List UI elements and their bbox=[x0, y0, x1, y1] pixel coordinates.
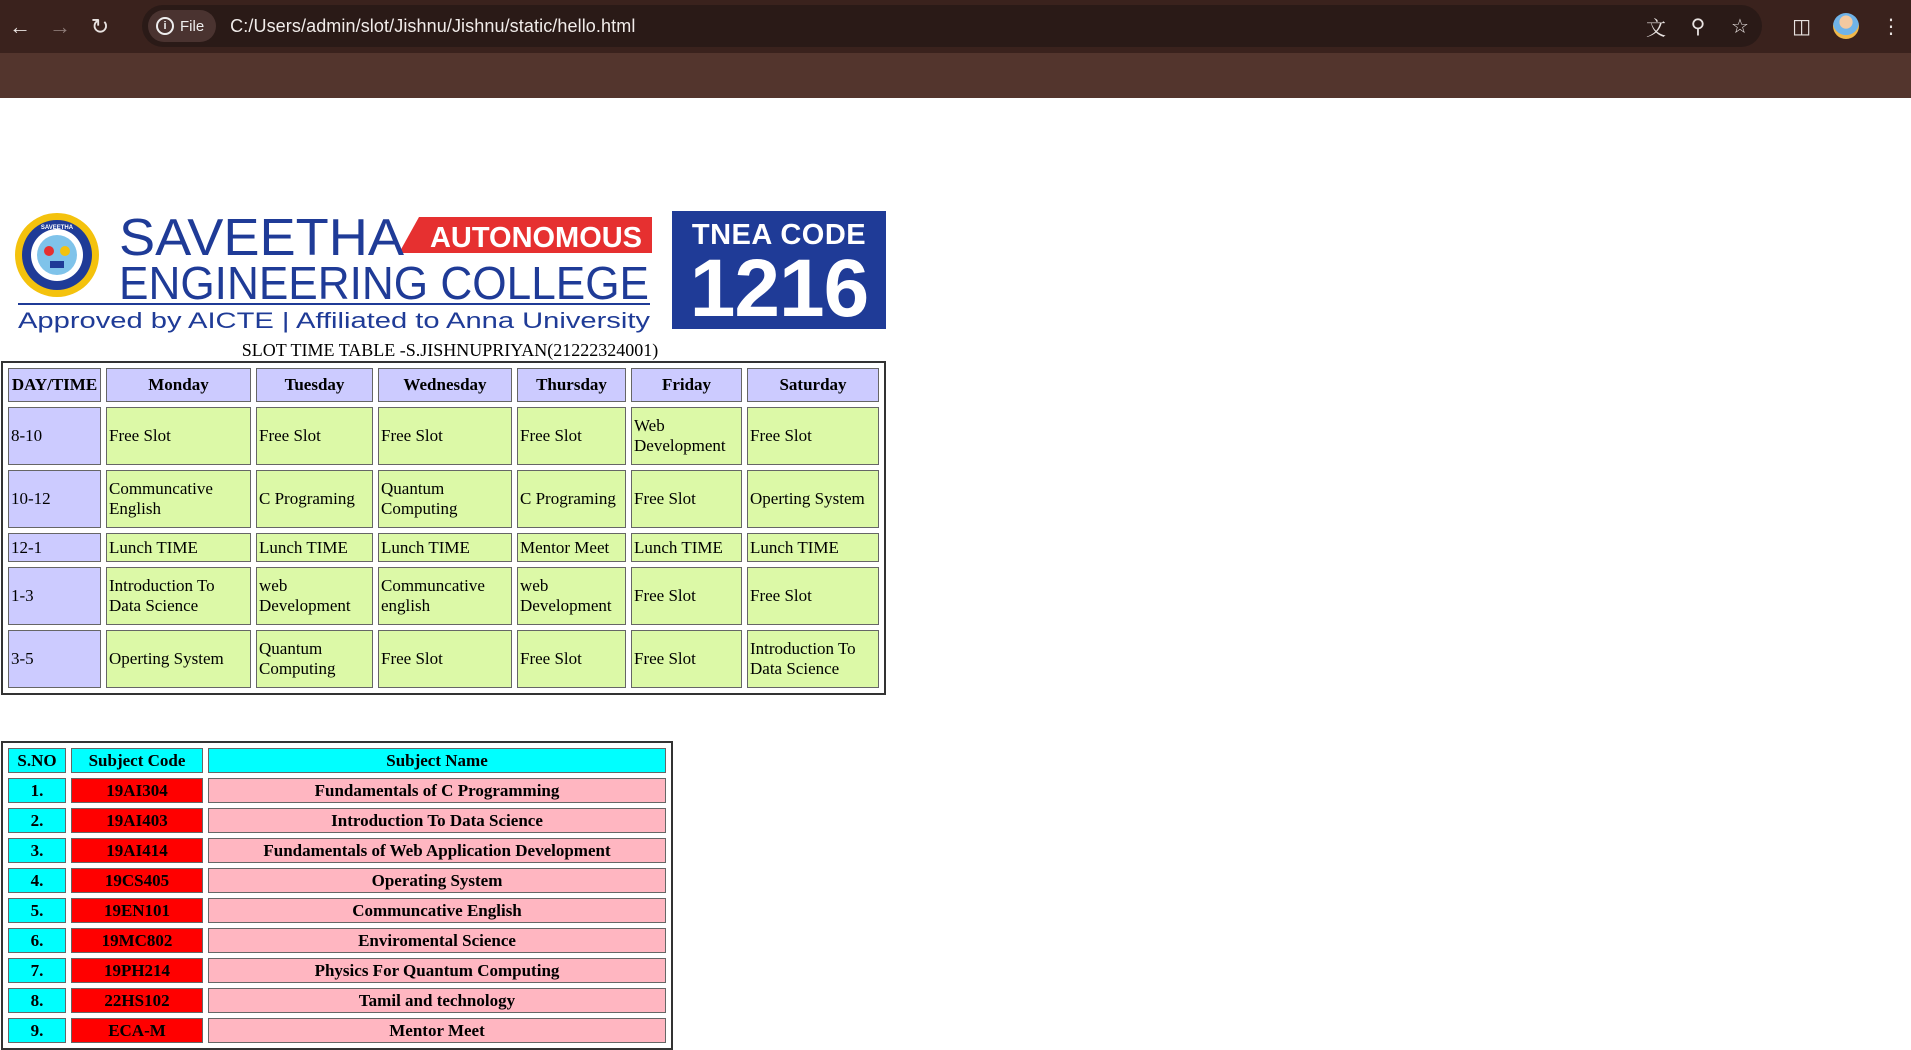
subject-name-cell: Tamil and technology bbox=[208, 988, 666, 1013]
header-sno: S.NO bbox=[8, 748, 66, 773]
time-cell: 8-10 bbox=[8, 407, 101, 465]
seal-text: SAVEETHA bbox=[40, 225, 74, 231]
college-tagline: Approved by AICTE | Affiliated to Anna University bbox=[18, 308, 650, 333]
table-row bbox=[8, 958, 666, 983]
bookmarks-bar bbox=[0, 53, 1911, 98]
slot-cell: Free Slot bbox=[747, 567, 879, 625]
table-row bbox=[8, 1018, 666, 1043]
slot-cell: Lunch TIME bbox=[747, 533, 879, 562]
slot-cell: Quantum Computing bbox=[378, 470, 512, 528]
slot-cell: Lunch TIME bbox=[378, 533, 512, 562]
slot-cell: Introduction To Data Science bbox=[106, 567, 251, 625]
sno-cell: 5. bbox=[8, 898, 66, 923]
slot-cell: Lunch TIME bbox=[631, 533, 742, 562]
subject-name-cell: Fundamentals of C Programming bbox=[208, 778, 666, 803]
slot-cell: Lunch TIME bbox=[106, 533, 251, 562]
slot-timetable bbox=[1, 361, 886, 695]
timetable-caption: SLOT TIME TABLE -S.JISHNUPRIYAN(21222324001) bbox=[241, 340, 659, 360]
slot-cell: Quantum Computing bbox=[256, 630, 373, 688]
subject-code-cell: 19CS405 bbox=[71, 868, 203, 893]
subject-code-cell: 19EN101 bbox=[71, 898, 203, 923]
sno-cell: 7. bbox=[8, 958, 66, 983]
slot-cell: Free Slot bbox=[517, 630, 626, 688]
time-cell: 12-1 bbox=[8, 533, 101, 562]
slot-cell: Introduction To Data Science bbox=[747, 630, 879, 688]
side-panel-icon[interactable]: ◫ bbox=[1792, 15, 1811, 38]
browser-toolbar bbox=[0, 0, 1911, 53]
college-name-line2: ENGINEERING COLLEGE bbox=[119, 257, 649, 309]
back-icon[interactable]: ← bbox=[9, 13, 31, 39]
slot-cell: Free Slot bbox=[106, 407, 251, 465]
slot-cell: Free Slot bbox=[747, 407, 879, 465]
header-subject-code: Subject Code bbox=[71, 748, 203, 773]
forward-icon[interactable]: → bbox=[49, 13, 71, 39]
address-bar[interactable] bbox=[142, 5, 1762, 47]
subject-code-cell: 19AI403 bbox=[71, 808, 203, 833]
table-row bbox=[8, 868, 666, 893]
autonomous-badge: AUTONOMOUS bbox=[430, 222, 642, 254]
slot-cell: web Development bbox=[256, 567, 373, 625]
subject-name-cell: Physics For Quantum Computing bbox=[208, 958, 666, 983]
table-row bbox=[8, 630, 879, 688]
slot-cell: Free Slot bbox=[256, 407, 373, 465]
header-friday: Friday bbox=[631, 368, 742, 402]
subject-code-cell: 19AI304 bbox=[71, 778, 203, 803]
subject-code-cell: 19PH214 bbox=[71, 958, 203, 983]
site-info-chip[interactable] bbox=[148, 10, 216, 42]
header-subject-name: Subject Name bbox=[208, 748, 666, 773]
url-text[interactable]: C:/Users/admin/slot/Jishnu/Jishnu/static/hello.html bbox=[230, 15, 636, 36]
slot-cell: Free Slot bbox=[517, 407, 626, 465]
table-row bbox=[8, 928, 666, 953]
header-logos bbox=[14, 211, 886, 335]
menu-icon[interactable]: ⋮ bbox=[1881, 15, 1901, 38]
table-row bbox=[8, 838, 666, 863]
table-row bbox=[8, 778, 666, 803]
table-row bbox=[8, 470, 879, 528]
slot-cell: Free Slot bbox=[631, 470, 742, 528]
slot-cell: C Programing bbox=[256, 470, 373, 528]
sno-cell: 4. bbox=[8, 868, 66, 893]
time-cell: 1-3 bbox=[8, 567, 101, 625]
slot-cell: Mentor Meet bbox=[517, 533, 626, 562]
subject-name-cell: Operating System bbox=[208, 868, 666, 893]
tnea-code-badge bbox=[672, 211, 886, 334]
slot-cell: Free Slot bbox=[631, 630, 742, 688]
slot-cell: C Programing bbox=[517, 470, 626, 528]
header-thursday: Thursday bbox=[517, 368, 626, 402]
table-row bbox=[8, 567, 879, 625]
profile-avatar[interactable] bbox=[1833, 13, 1859, 39]
sno-cell: 8. bbox=[8, 988, 66, 1013]
sno-cell: 6. bbox=[8, 928, 66, 953]
sno-cell: 1. bbox=[8, 778, 66, 803]
tnea-code: 1216 bbox=[689, 243, 869, 334]
header-daytime: DAY/TIME bbox=[8, 368, 101, 402]
header-tuesday: Tuesday bbox=[256, 368, 373, 402]
reload-icon[interactable]: ↻ bbox=[90, 13, 110, 39]
slot-cell: Operting System bbox=[747, 470, 879, 528]
sno-cell: 3. bbox=[8, 838, 66, 863]
slot-cell: Web Development bbox=[631, 407, 742, 465]
subject-name-cell: Fundamentals of Web Application Development bbox=[208, 838, 666, 863]
slot-cell: web Development bbox=[517, 567, 626, 625]
bookmark-star-icon[interactable]: ☆ bbox=[1731, 15, 1749, 38]
omnibox-actions bbox=[1644, 5, 1752, 47]
translate-icon[interactable]: 文 bbox=[1646, 17, 1666, 40]
subject-code-cell: 22HS102 bbox=[71, 988, 203, 1013]
subject-table bbox=[1, 741, 673, 1050]
info-icon: i bbox=[156, 17, 174, 35]
table-row bbox=[8, 808, 666, 833]
time-cell: 3-5 bbox=[8, 630, 101, 688]
sno-cell: 2. bbox=[8, 808, 66, 833]
subject-code-cell: 19AI414 bbox=[71, 838, 203, 863]
zoom-icon[interactable]: ⚲ bbox=[1690, 15, 1706, 38]
header-monday: Monday bbox=[106, 368, 251, 402]
college-name-line1: SAVEETHA bbox=[119, 211, 405, 267]
slot-cell: Communcative English bbox=[106, 470, 251, 528]
subject-name-cell: Enviromental Science bbox=[208, 928, 666, 953]
table-row bbox=[8, 988, 666, 1013]
subject-name-cell: Communcative English bbox=[208, 898, 666, 923]
college-seal-icon bbox=[15, 213, 99, 297]
site-label: File bbox=[180, 17, 205, 35]
tnea-label: TNEA CODE bbox=[691, 219, 867, 251]
subject-header-row bbox=[8, 748, 666, 773]
sno-cell: 9. bbox=[8, 1018, 66, 1043]
slot-cell: Free Slot bbox=[631, 567, 742, 625]
slot-cell: Free Slot bbox=[378, 407, 512, 465]
slot-cell: Lunch TIME bbox=[256, 533, 373, 562]
table-row bbox=[8, 898, 666, 923]
toolbar-actions bbox=[1792, 6, 1901, 46]
subject-code-cell: ECA-M bbox=[71, 1018, 203, 1043]
header-wednesday: Wednesday bbox=[378, 368, 512, 402]
slot-cell: Free Slot bbox=[378, 630, 512, 688]
subject-name-cell: Introduction To Data Science bbox=[208, 808, 666, 833]
table-row bbox=[8, 407, 879, 465]
subject-code-cell: 19MC802 bbox=[71, 928, 203, 953]
slot-cell: Operting System bbox=[106, 630, 251, 688]
header-saturday: Saturday bbox=[747, 368, 879, 402]
time-cell: 10-12 bbox=[8, 470, 101, 528]
table-row bbox=[8, 533, 879, 562]
subject-name-cell: Mentor Meet bbox=[208, 1018, 666, 1043]
timetable-header-row bbox=[8, 368, 879, 402]
slot-cell: Communcative english bbox=[378, 567, 512, 625]
college-logo bbox=[14, 211, 652, 335]
